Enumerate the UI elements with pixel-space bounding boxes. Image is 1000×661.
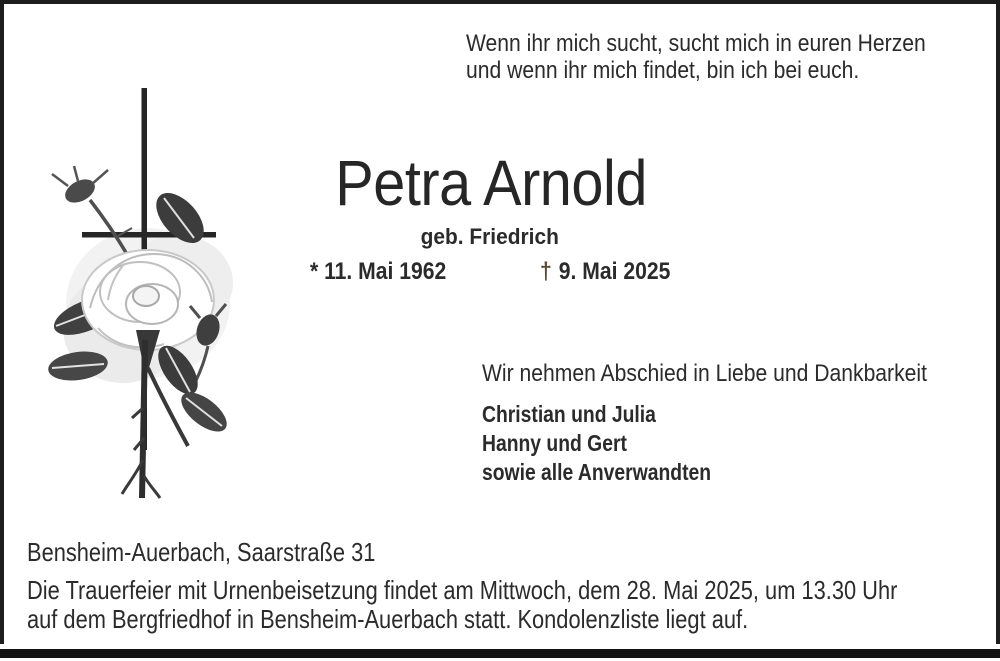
bottom-rule-band (0, 649, 1000, 658)
deceased-name: Petra Arnold (335, 147, 647, 219)
funeral-line-2: auf dem Bergfriedhof in Bensheim-Auerbach statt. Kondolenzliste liegt auf. (27, 604, 749, 634)
mourner-line-2: Hanny und Gert (482, 430, 627, 456)
birth-date: * 11. Mai 1962 (310, 258, 447, 285)
death-date: 9. Mai 2025 (558, 258, 671, 285)
mourner-line-3: sowie alle Anverwandten (482, 459, 712, 485)
mourner-line-1: Christian und Julia (482, 401, 656, 427)
cross-and-rose-illustration (28, 78, 268, 528)
address-line: Bensheim-Auerbach, Saarstraße 31 (27, 537, 376, 567)
deceased-name-wrap (318, 148, 662, 218)
maiden-name-wrap (318, 224, 662, 250)
farewell-line-wrap (482, 360, 988, 387)
epigraph (466, 30, 988, 84)
maiden-name: geb. Friedrich (420, 224, 560, 249)
epigraph-line-1: Wenn ihr mich sucht, sucht mich in euren Herzen (466, 30, 926, 57)
birth-date-wrap (310, 258, 465, 285)
death-date-wrap (540, 258, 688, 285)
epigraph-line-2: und wenn ihr mich findet, bin ich bei euch. (466, 57, 860, 84)
address-line-wrap (27, 537, 442, 567)
funeral-notice (27, 576, 1000, 634)
funeral-line-1: Die Trauerfeier mit Urnenbeisetzung findet am Mittwoch, dem 28. Mai 2025, um 13.30 Uhr (27, 575, 898, 605)
mourners-list (482, 400, 755, 487)
farewell-line: Wir nehmen Abschied in Liebe und Dankbarkeit (482, 360, 927, 387)
death-cross-symbol: † (540, 258, 552, 285)
